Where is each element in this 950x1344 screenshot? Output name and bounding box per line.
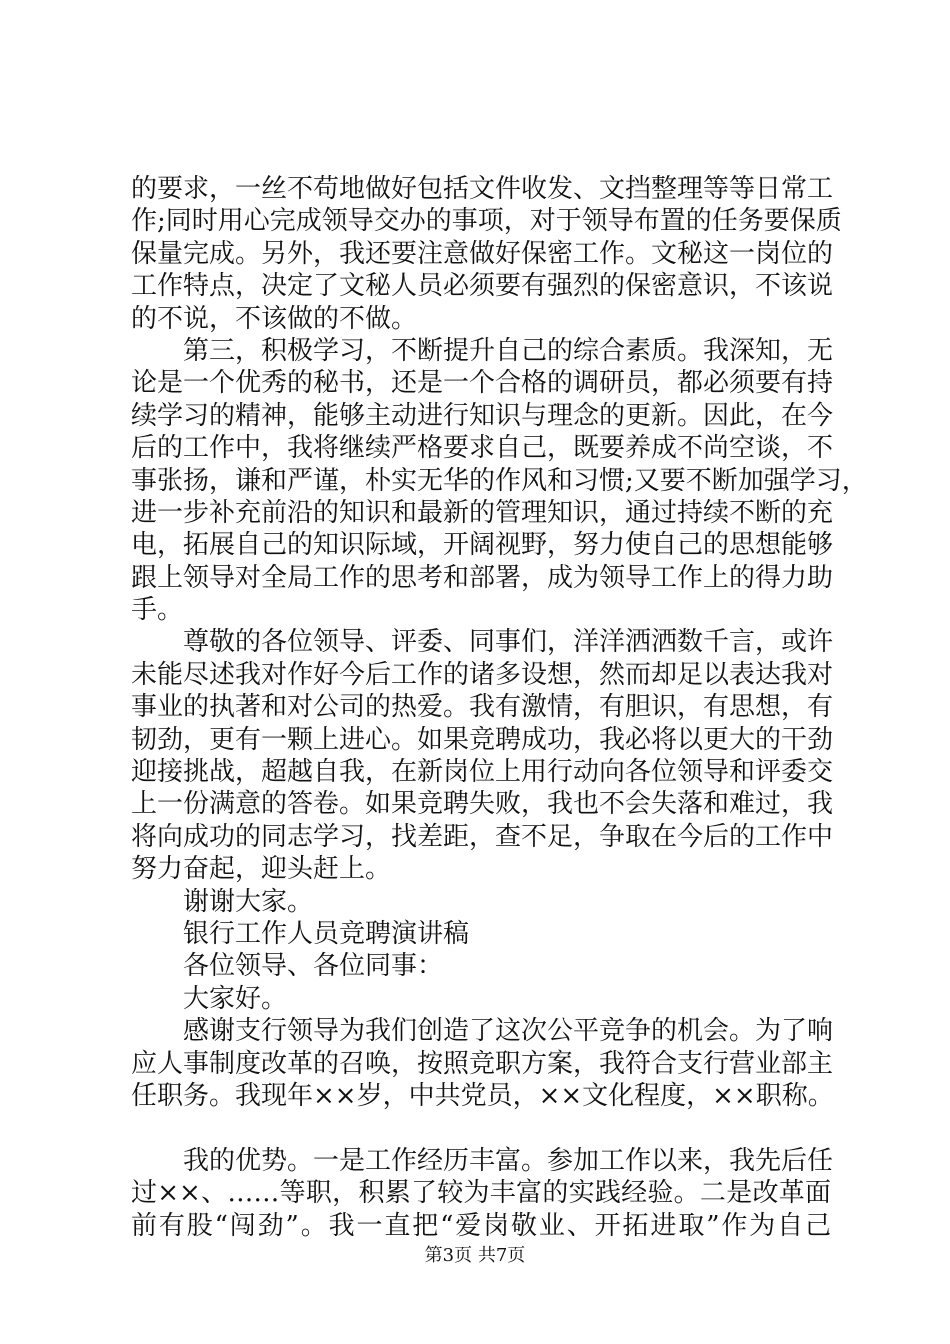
paragraph-first-line: 感谢支行领导为我们创造了这次公平竞争的机会。为了响 <box>183 1016 834 1047</box>
paragraph-first-line: 尊敬的各位领导、评委、同事们，洋洋洒洒数千言，或许 <box>183 627 834 658</box>
text-line: 应人事制度改革的召唤，按照竞职方案，我符合支行营业部主 <box>131 1048 834 1079</box>
text-line: 保量完成。另外，我还要注意做好保密工作。文秘这一岗位的 <box>131 238 834 269</box>
text-line: 作;同时用心完成领导交办的事项，对于领导布置的任务要保质 <box>131 206 842 237</box>
text-line: 跟上领导对全局工作的思考和部署，成为领导工作上的得力助 <box>131 562 834 593</box>
text-line: 论是一个优秀的秘书，还是一个合格的调研员，都必须要有持 <box>131 368 834 399</box>
section-title: 银行工作人员竞聘演讲稿 <box>183 918 470 949</box>
page-number-footer: 第3页 共7页 <box>424 1245 526 1266</box>
text-line: 进一步补充前沿的知识和最新的管理知识，通过持续不断的充 <box>131 497 834 528</box>
text-line: 电，拓展自己的知识际域，开阔视野，努力使自己的思想能够 <box>131 530 834 561</box>
text-line: 韧劲，更有一颗上进心。如果竞聘成功，我必将以更大的干劲 <box>131 724 834 755</box>
blank-line <box>131 1112 831 1144</box>
text-line: 的要求，一丝不苟地做好包括文件收发、文挡整理等等日常工 <box>131 174 834 204</box>
text-line: 工作特点，决定了文秘人员必须要有强烈的保密意识，不该说 <box>131 271 834 302</box>
paragraph-first-line: 第三，积极学习，不断提升自己的综合素质。我深知，无 <box>183 335 834 366</box>
text-line: 迎接挑战，超越自我，在新岗位上用行动向各位领导和评委交 <box>131 757 834 788</box>
paragraph-first-line: 我的优势。一是工作经历丰富。参加工作以来，我先后任 <box>183 1145 834 1176</box>
text-line: 上一份满意的答卷。如果竞聘失败，我也不会失落和难过，我 <box>131 789 834 820</box>
text-line: 手。 <box>131 595 184 626</box>
text-line: 未能尽述我对作好今后工作的诸多设想，然而却足以表达我对 <box>131 659 834 690</box>
text-line: 努力奋起，迎头赶上。 <box>131 854 392 885</box>
text-line: 任职务。我现年××岁，中共党员，××文化程度，××职称。 <box>131 1080 834 1111</box>
text-line: 前有股“闯劲”。我一直把“爱岗敬业、开拓进取”作为自己 <box>131 1210 831 1241</box>
text-line: 事张扬，谦和严谨，朴实无华的作风和习惯;又要不断加强学习， <box>131 465 868 496</box>
text-line: 将向成功的同志学习，找差距，查不足，争取在今后的工作中 <box>131 821 834 852</box>
salutation: 各位领导、各位同事： <box>183 951 444 982</box>
text-line: 过××、……等职，积累了较为丰富的实践经验。二是改革面 <box>131 1178 831 1209</box>
document-body <box>131 173 868 1242</box>
text-line: 事业的执著和对公司的热爱。我有激情，有胆识，有思想，有 <box>131 692 834 723</box>
text-line: 的不说，不该做的不做。 <box>131 303 418 334</box>
paragraph-first-line: 谢谢大家。 <box>183 886 314 917</box>
greeting: 大家好。 <box>183 983 288 1014</box>
text-line: 后的工作中，我将继续严格要求自己，既要养成不尚空谈，不 <box>131 433 834 464</box>
text-line: 续学习的精神，能够主动进行知识与理念的更新。因此，在今 <box>131 400 834 431</box>
